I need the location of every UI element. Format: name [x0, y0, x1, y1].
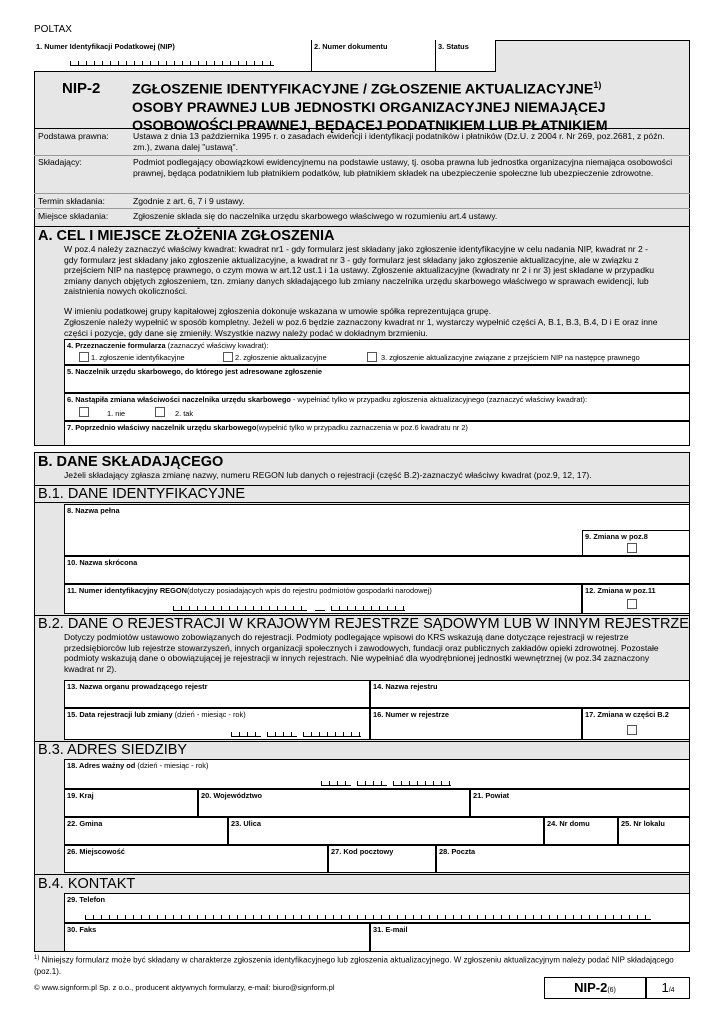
title-footnote-mark: 1)	[593, 80, 602, 90]
field-23-label: 23. Ulica	[231, 819, 261, 828]
field-21[interactable]	[470, 789, 690, 817]
reg-date-month[interactable]	[267, 731, 297, 737]
status-box[interactable]	[436, 40, 496, 72]
office-change-option-1: 1. nie	[107, 409, 126, 418]
status-label: 3. Status	[438, 42, 469, 51]
field-11-label-text: 11. Numer identyfikacyjny REGON	[67, 586, 187, 595]
deadline-text: Zgodnie z art. 6, 7 i 9 ustawy.	[133, 196, 245, 206]
field-25-label: 25. Nr lokalu	[621, 819, 665, 828]
field-5[interactable]	[64, 365, 690, 393]
divider	[34, 155, 690, 156]
field-4-label-text: 4. Przeznaczenie formularza	[67, 341, 166, 350]
field-6-hint: - wypełniać tylko w przypadku zgłoszenia aktualizacyjnego (zaznaczyć właściwy kwadrat):	[290, 395, 588, 404]
field-15-hint: (dzień - miesiąc - rok)	[172, 710, 246, 719]
b2-title: B.2. DANE O REJESTRACJI W KRAJOWYM REJESTRZE SĄDOWYM LUB W INNYM REJESTRZE	[38, 616, 689, 632]
footer-form-version: (6)	[607, 987, 616, 994]
field-22[interactable]	[64, 817, 228, 845]
b4-title: B.4. KONTAKT	[38, 876, 136, 892]
field-18-hint: (dzień - miesiąc - rok)	[135, 761, 209, 770]
addr-date-day[interactable]	[321, 780, 351, 786]
field-12	[582, 584, 690, 614]
reg-date-day[interactable]	[231, 731, 261, 737]
basis-label: Podstawa prawna:	[38, 131, 109, 141]
field-22-label: 22. Gmina	[67, 819, 103, 828]
regon-dash	[315, 605, 325, 611]
field-9	[582, 530, 690, 556]
form-code-box	[544, 977, 646, 999]
field-10-label: 10. Nazwa skrócona	[67, 558, 138, 567]
regon-entry-1[interactable]	[173, 605, 307, 611]
b2-text: Dotyczy podmiotów ustawowo zobowiązanych do rejestracji. Podmioty podlegające wpisowi do KRS wskazują dane dotyczące rejestracji w rejestrze przedsiębiorców lub rejestrze stowarzyszeń, innych organizacji społecznych i zawodowych, fundacji oraz publicznych zakładów opieki zdrowotnej. Pozostałe podmioty wskazują dane o obowiązującej je rejestracji w innych rejestrach. Nie wypełniać dla wyodrębnionej jednostki wewnętrznej (w poz.34 zaznaczony kwadrat nr 2).	[64, 632, 659, 674]
purpose-option-2: 2. zgłoszenie aktualizacyjne	[235, 353, 327, 362]
b3-title: B.3. ADRES SIEDZIBY	[38, 742, 188, 758]
basis-text: Ustawa z dnia 13 października 1995 r. o zasadach ewidencji i identyfikacji podatników i płatników (Dz.U. z 2004 r. Nr 269, poz.2681, z późn. zm.), zwana dalej "ustawą".	[133, 131, 665, 152]
section-a-text: W poz.4 należy zaznaczyć właściwy kwadrat: kwadrat nr1 - gdy formularz jest składany jako zgłoszenie identyfikacyjne w celu nadania NIP, kwadrat nr 2 - gdy formularz jest składany jako zgłoszenie aktualizacyjne, a kwadrat nr 3 - gdy formularz jest składany jako zgłoszenie aktualizacyjne, ale w związku z przejściem NIP na następcę prawnego, o czym mowa w art.12 ust.1 i 1a ustawy. Zgłoszenie aktualizacyjne (kwadraty nr 2 i nr 3) jest składane w przypadku zmiany danych objętych zgłoszeniem, tzn. zmiany danych składającego lub zmiany naczelnika urzędu skarbowego właściwego w sprawach ewidencji, lub zaistnienia nowych okoliczności.	[64, 244, 655, 296]
section-b-title: B. DANE SKŁADAJĄCEGO	[38, 454, 224, 470]
office-change-option-2: 2. tak	[175, 409, 194, 418]
purpose-checkbox-1[interactable]	[79, 352, 89, 362]
footnote-text: Niniejszy formularz może być składany w charakterze zgłoszenia identyfikacyjnego lub zgłoszenia aktualizacyjnego. W zgłoszeniu aktualizacyjnym należy podać NIP składającego (poz.1).	[34, 955, 674, 976]
field-30[interactable]	[64, 923, 370, 952]
field-15-label	[67, 710, 369, 719]
field-31[interactable]	[370, 923, 690, 952]
field-10[interactable]	[64, 556, 690, 584]
field-20[interactable]	[198, 789, 470, 817]
title-line2: OSOBY PRAWNEJ LUB JEDNOSTKI ORGANIZACYJNEJ NIEMAJĄCEJ	[132, 99, 606, 116]
brand: POLTAX	[34, 24, 72, 35]
section-a-title: A. CEL I MIEJSCE ZŁOŻENIA ZGŁOSZENIA	[38, 228, 335, 244]
nip-label: 1. Numer Identyfikacji Podatkowej (NIP)	[36, 42, 175, 51]
field-28-label: 28. Poczta	[439, 847, 476, 856]
page-number	[647, 978, 689, 1001]
field-6	[64, 393, 690, 421]
purpose-checkbox-2[interactable]	[223, 352, 233, 362]
regon-entry-2[interactable]	[331, 605, 405, 611]
footer-form-code-text: NIP-2	[574, 980, 608, 995]
submitter-text: Podmiot podlegający obowiązkowi ewidencyjnemu na podstawie ustawy, tj. osoba prawna lub jednostka organizacyjna niemająca osobowości prawnej, będąca podatnikiem lub płatnikiem podatków, lub płatnikiem składek na ubezpieczenie społeczne lub ubezpieczenie zdrowotne.	[133, 157, 673, 178]
field-20-label: 20. Województwo	[201, 791, 263, 800]
footer-form-code	[545, 978, 645, 1001]
field-8-label: 8. Nazwa pełna	[67, 506, 120, 515]
field-11-label	[67, 586, 581, 595]
field-17	[582, 708, 690, 740]
divider	[34, 485, 690, 486]
field-30-label: 30. Faks	[67, 925, 97, 934]
page-total: /4	[668, 987, 675, 994]
title-line1	[132, 76, 608, 99]
field-18-label	[67, 761, 689, 770]
section-b-text: Jeżeli składający zgłasza zmianę nazwy, numeru REGON lub danych o rejestracji (część B.2)-zaznaczyć właściwy kwadrat (poz.9, 12, 17).	[64, 470, 592, 480]
change-11-checkbox[interactable]	[627, 599, 637, 609]
field-15[interactable]	[64, 708, 370, 740]
field-17-label: 17. Zmiana w części B.2	[585, 710, 669, 719]
field-18-label-text: 18. Adres ważny od	[67, 761, 136, 770]
deadline-label: Termin składania:	[38, 196, 105, 206]
field-26[interactable]	[64, 845, 328, 873]
page-current: 1	[661, 980, 669, 995]
field-31-label: 31. E-mail	[373, 925, 408, 934]
field-27[interactable]	[328, 845, 436, 873]
field-6-label-text: 6. Nastąpiła zmiana właściwości naczelnika urzędu skarbowego	[67, 395, 291, 404]
field-28[interactable]	[436, 845, 690, 873]
office-change-checkbox-1[interactable]	[79, 407, 89, 417]
field-7-label	[67, 423, 689, 432]
purpose-checkbox-3[interactable]	[367, 352, 377, 362]
change-8-checkbox[interactable]	[627, 543, 637, 553]
field-9-label: 9. Zmiana w poz.8	[585, 532, 648, 541]
field-24-label: 24. Nr domu	[547, 819, 590, 828]
phone-entry[interactable]	[85, 914, 651, 920]
title-line1-text: ZGŁOSZENIE IDENTYFIKACYJNE / ZGŁOSZENIE AKTUALIZACYJNE	[132, 81, 594, 98]
nip-entry[interactable]	[70, 60, 274, 66]
field-13-label: 13. Nazwa organu prowadzącego rejestr	[67, 682, 208, 691]
field-7[interactable]	[64, 421, 690, 446]
field-12-label: 12. Zmiana w poz.11	[585, 586, 656, 595]
field-18[interactable]	[64, 759, 690, 789]
field-25[interactable]	[618, 817, 690, 845]
form-title	[132, 76, 608, 135]
field-6-label	[67, 395, 689, 404]
reg-date-year[interactable]	[303, 731, 361, 737]
field-24[interactable]	[544, 817, 618, 845]
place-label: Miejsce składania:	[38, 211, 109, 221]
footnote-mark: 1)	[34, 955, 40, 961]
addr-date-year[interactable]	[393, 780, 451, 786]
divider	[34, 208, 690, 209]
copyright: © www.signform.pl Sp. z o.o., producent aktywnych formularzy, e-mail: biuro@signform.pl	[34, 983, 335, 992]
field-16[interactable]	[370, 708, 582, 740]
field-23[interactable]	[228, 817, 544, 845]
purpose-option-1: 1. zgłoszenie identyfikacyjne	[91, 353, 185, 362]
title-line3: OSOBOWOŚCI PRAWNEJ, BĘDĄCEJ PODATNIKIEM LUB PŁATNIKIEM	[132, 117, 608, 134]
field-15-label-text: 15. Data rejestracji lub zmiany	[67, 710, 173, 719]
field-29[interactable]	[64, 893, 690, 923]
doc-number-box[interactable]	[312, 40, 436, 72]
change-b2-checkbox[interactable]	[627, 725, 637, 735]
field-4-label	[67, 341, 689, 350]
divider	[34, 128, 690, 129]
field-4-hint: (zaznaczyć właściwy kwadrat):	[167, 341, 269, 350]
field-7-label-text: 7. Poprzednio właściwy naczelnik urzędu skarbowego	[67, 423, 257, 432]
divider	[34, 193, 690, 194]
field-19[interactable]	[64, 789, 198, 817]
b1-title: B.1. DANE IDENTYFIKACYJNE	[38, 486, 246, 502]
page-box	[646, 977, 690, 999]
form-code: NIP-2	[62, 80, 101, 97]
section-a-text3: Zgłoszenie należy wypełnić w sposób kompletny. Jeżeli w poz.6 będzie zaznaczony kwadrat nr 1, wystarczy wypełnić części A, B.1, B.3, B.4, D i E oraz inne części i pozycje, gdy dane się zmieniły. Wszystkie nazwy należy podać w dokładnym brzmieniu.	[64, 317, 658, 338]
footnote	[34, 953, 690, 977]
place-text: Zgłoszenie składa się do naczelnika urzędu skarbowego właściwego w rozumieniu art.4 ustawy.	[133, 211, 498, 221]
field-11[interactable]	[64, 584, 582, 614]
field-5-label: 5. Naczelnik urzędu skarbowego, do którego jest adresowane zgłoszenie	[67, 367, 323, 376]
doc-number-label: 2. Numer dokumentu	[314, 42, 388, 51]
field-7-hint: (wypełnić tylko w przypadku zaznaczenia w poz.6 kwadratu nr 2)	[256, 423, 468, 432]
field-14[interactable]	[370, 680, 690, 708]
section-a-text2: W imieniu podatkowej grupy kapitałowej zgłoszenia dokonuje wskazana w umowie spółka reprezentująca grupę.	[64, 306, 492, 316]
submitter-label: Składający:	[38, 157, 82, 167]
field-14-label: 14. Nazwa rejestru	[373, 682, 438, 691]
divider	[34, 502, 690, 503]
field-16-label: 16. Numer w rejestrze	[373, 710, 449, 719]
purpose-option-3: 3. zgłoszenie aktualizacyjne związane z przejściem NIP na następcę prawnego	[381, 353, 640, 362]
field-13[interactable]	[64, 680, 370, 708]
field-4	[64, 339, 690, 365]
office-change-checkbox-2[interactable]	[155, 407, 165, 417]
field-11-hint: (dotyczy posiadających wpis do rejestru podmiotów gospodarki narodowej)	[186, 586, 432, 595]
field-27-label: 27. Kod pocztowy	[331, 847, 394, 856]
addr-date-month[interactable]	[357, 780, 387, 786]
field-26-label: 26. Miejscowość	[67, 847, 125, 856]
field-29-label: 29. Telefon	[67, 895, 106, 904]
nip-box[interactable]	[34, 40, 312, 72]
field-21-label: 21. Powiat	[473, 791, 510, 800]
divider	[34, 874, 690, 875]
field-19-label: 19. Kraj	[67, 791, 94, 800]
